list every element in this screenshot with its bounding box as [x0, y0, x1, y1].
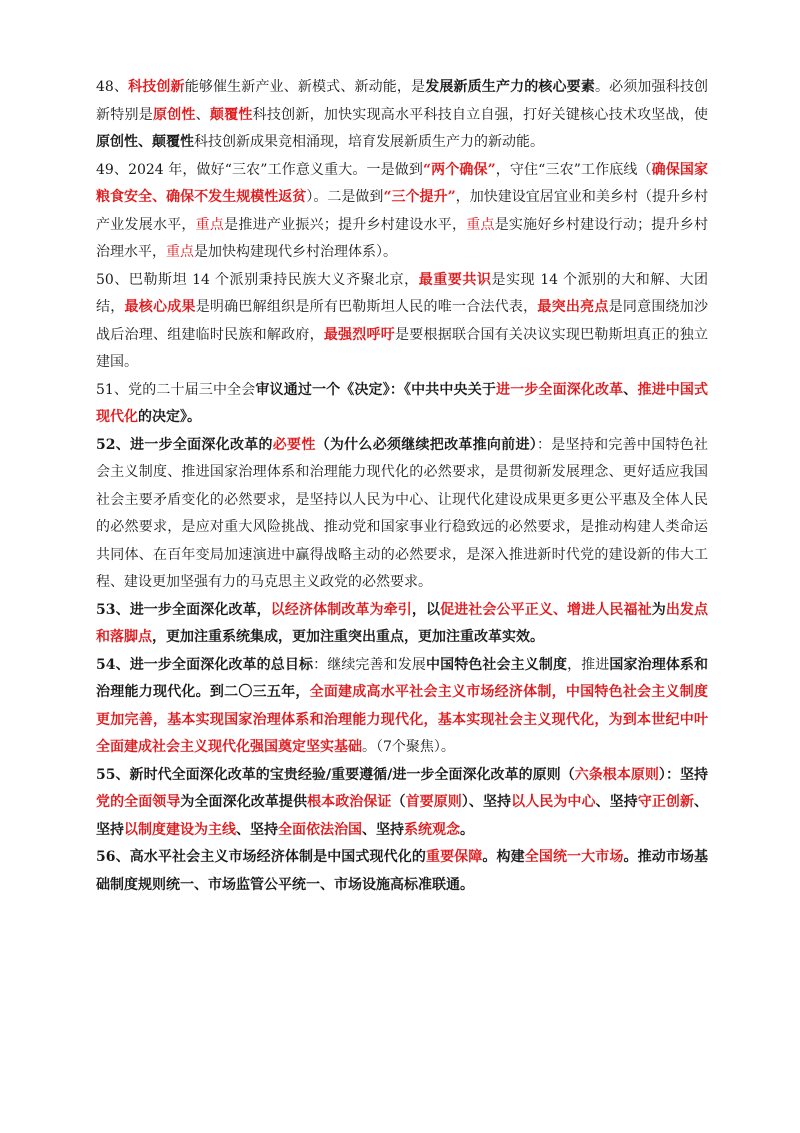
text-segment: 54、进一步全面深化改革的总目标: [96, 656, 314, 673]
text-segment: 是同意围绕加沙战后治理、组建临时民族和解政府，: [96, 299, 709, 343]
text-segment: 是要根据联合国有关决议实现巴勒斯坦真正的独立建国。: [96, 326, 709, 370]
text-segment: ）：坚持: [658, 766, 709, 783]
highlighted-text: 出发点和落脚点: [96, 601, 709, 645]
highlighted-text: 系统观念: [404, 821, 460, 838]
highlighted-text: 最强烈呼吁: [323, 326, 396, 343]
text-segment: ）。二是做到: [306, 189, 384, 205]
highlighted-text: 重点: [166, 244, 194, 260]
text-segment: 、: [195, 106, 210, 123]
paragraph-55: [96, 762, 708, 845]
text-segment: 49、2024 年，做好“三农”工作意义重大。一是做到: [96, 161, 423, 178]
highlighted-text: 全面依法治国: [278, 821, 362, 838]
text-segment: 51、党的二十届三中全会: [96, 381, 256, 398]
text-segment: 。: [460, 821, 474, 838]
text-segment: ：继续完善和发展: [313, 656, 426, 673]
highlighted-text: 确保国家粮食安全、确保不发生规模性返贫: [96, 161, 708, 205]
text-segment: 能够催生新产业、新模式、新动能，是: [184, 79, 426, 95]
highlighted-text: 以制度建设为主线: [124, 821, 236, 838]
paragraph-49: [96, 157, 708, 267]
text-segment: 是推进产业振兴；提升乡村建设水平，: [224, 216, 467, 233]
text-segment: ，守住“三农”工作底线（: [495, 161, 652, 178]
paragraph-51: [96, 377, 708, 432]
highlighted-text: 最重要共识: [418, 271, 492, 288]
text-segment: 48、: [96, 79, 129, 95]
text-segment: 53、进一步全面深化改革，: [96, 601, 271, 618]
highlighted-text: 全国统一大市场: [524, 849, 624, 865]
text-segment: ）、坚持: [461, 794, 512, 810]
text-segment: 55、新时代全面深化改革的宝贵经验/重要遵循/进一步全面深化改革的原则（: [96, 766, 575, 783]
text-segment: 。（7个聚焦）。: [362, 739, 455, 755]
highlighted-text: 最核心成果: [124, 299, 196, 315]
highlighted-text: 以人民为中心: [511, 794, 596, 810]
text-segment: 、坚持: [96, 794, 709, 838]
highlighted-text: 必要性: [272, 436, 316, 453]
text-segment: 56、高水平社会主义市场经济体制是中国式现代化的: [96, 849, 426, 865]
highlighted-text: 最突出亮点: [537, 299, 609, 315]
text-segment: 是实现 14 个派别的大和解、大团结，: [96, 271, 709, 315]
highlighted-text: 科技创新: [128, 79, 185, 95]
text-segment: 、坚持: [595, 794, 638, 810]
text-segment: 。必须加强科技创新特别是: [96, 79, 708, 123]
highlighted-text: 颠覆性: [209, 106, 253, 123]
highlighted-text: 守正创新: [637, 794, 695, 810]
text-segment: 、坚持: [362, 821, 404, 838]
text-segment: 原创性、颠覆性: [96, 134, 194, 150]
highlighted-text: 六条根本原则: [574, 766, 659, 783]
paragraph-53: [96, 597, 708, 652]
text-segment: 。构建: [482, 849, 525, 865]
text-segment: ：是坚持和完善中国特色社会主义制度、推进国家治理体系和治理能力现代化的必然要求，是贯彻新发展理念、更好适应我国社会主要矛盾变化的必然要求，是坚持以人民为中心、让现代化建设成果更多更公平惠及全体人民的必然要求，是应对重大风险挑战、推动党和国家事业行稳致远的必然要求，是推动构建人类命运共同体、在百年变局加速演进中赢得战略主动的必然要求，是深入推进新时代党的建设新的伟大工程、建设更加坚强有力的马克思主义政党的必然要求。: [96, 436, 709, 590]
highlighted-text: 以经济体制改革为牵引: [270, 601, 412, 618]
paragraph-50: [96, 267, 708, 377]
text-segment: 为全面深化改革提供: [180, 794, 308, 810]
paragraph-52: [96, 432, 708, 597]
text-segment: 52、进一步全面深化改革的: [96, 436, 273, 453]
highlighted-text: “三个提升”: [383, 189, 456, 205]
text-segment: 的决定》。: [138, 409, 201, 425]
text-segment: 是实施好乡村建设行动；提升乡村治理水平，: [96, 216, 709, 260]
text-segment: ，以: [411, 601, 441, 618]
highlighted-text: 重要保障: [425, 849, 483, 865]
highlighted-text: 党的全面领导: [96, 794, 181, 810]
text-segment: 是明确巴解组织是所有巴勒斯坦人民的唯一合法代表，: [195, 299, 538, 315]
text-segment: （: [391, 794, 406, 810]
text-segment: 是加快构建现代乡村治理体系）。: [194, 244, 397, 260]
text-segment: 、: [623, 381, 638, 398]
text-segment: （为什么必须继续把改革推向前进）: [315, 436, 537, 453]
text-segment: ，加快建设宜居宜业和美乡村（提升乡村产业发展水平，: [96, 189, 709, 233]
highlighted-text: 原创性: [152, 106, 196, 123]
text-segment: 中国特色社会主义制度: [425, 656, 568, 673]
highlighted-text: 推进中国式现代化: [96, 381, 709, 425]
text-segment: 为: [651, 601, 666, 618]
text-segment: 。到二〇三五年，: [195, 684, 310, 700]
highlighted-text: 根本政治保证: [307, 794, 392, 810]
highlighted-text: 首要原则: [405, 794, 462, 810]
text-segment: 发展新质生产力的核心要素: [425, 79, 595, 95]
paragraph-54: [96, 652, 708, 762]
highlighted-text: 进一步全面深化改革: [496, 381, 624, 398]
text-segment: 50、巴勒斯坦 14 个派别秉持民族大义齐聚北京，: [96, 271, 419, 288]
text-segment: 科技创新成果竞相涌现，培育发展新质生产力的新动能。: [194, 134, 544, 150]
document-page: [96, 74, 708, 899]
text-segment: ，推进: [567, 656, 610, 673]
paragraph-48: [96, 74, 708, 157]
text-segment: 科技创新，加快实现高水平科技自立自强，打好关键核心技术攻坚战，使: [252, 106, 709, 123]
text-segment: ，更加注重系统集成，更加注重突出重点，更加注重改革实效。: [152, 629, 544, 645]
highlighted-text: “两个确保”: [422, 161, 496, 178]
paragraph-56: [96, 844, 708, 899]
text-segment: 、坚持: [236, 821, 278, 838]
highlighted-text: 全面建成高水平社会主义市场经济体制，中国特色社会主义制度更加完善，基本实现国家治理体系和治理能力现代化，基本实现社会主义现代化，为到本世纪中叶全面建成社会主义现代化强国奠定坚实基础: [96, 684, 709, 755]
text-segment: 审议通过一个《决定》：《中共中央关于: [255, 381, 496, 398]
highlighted-text: 重点: [466, 216, 495, 233]
highlighted-text: 促进社会公平正义、增进人民福祉: [440, 601, 652, 618]
highlighted-text: 重点: [195, 216, 225, 233]
text-segment: 。推动市场基础制度规则统一、市场监管公平统一、市场设施高标准联通。: [96, 849, 709, 893]
text-segment: 国家治理体系和治理能力现代化: [96, 656, 709, 700]
